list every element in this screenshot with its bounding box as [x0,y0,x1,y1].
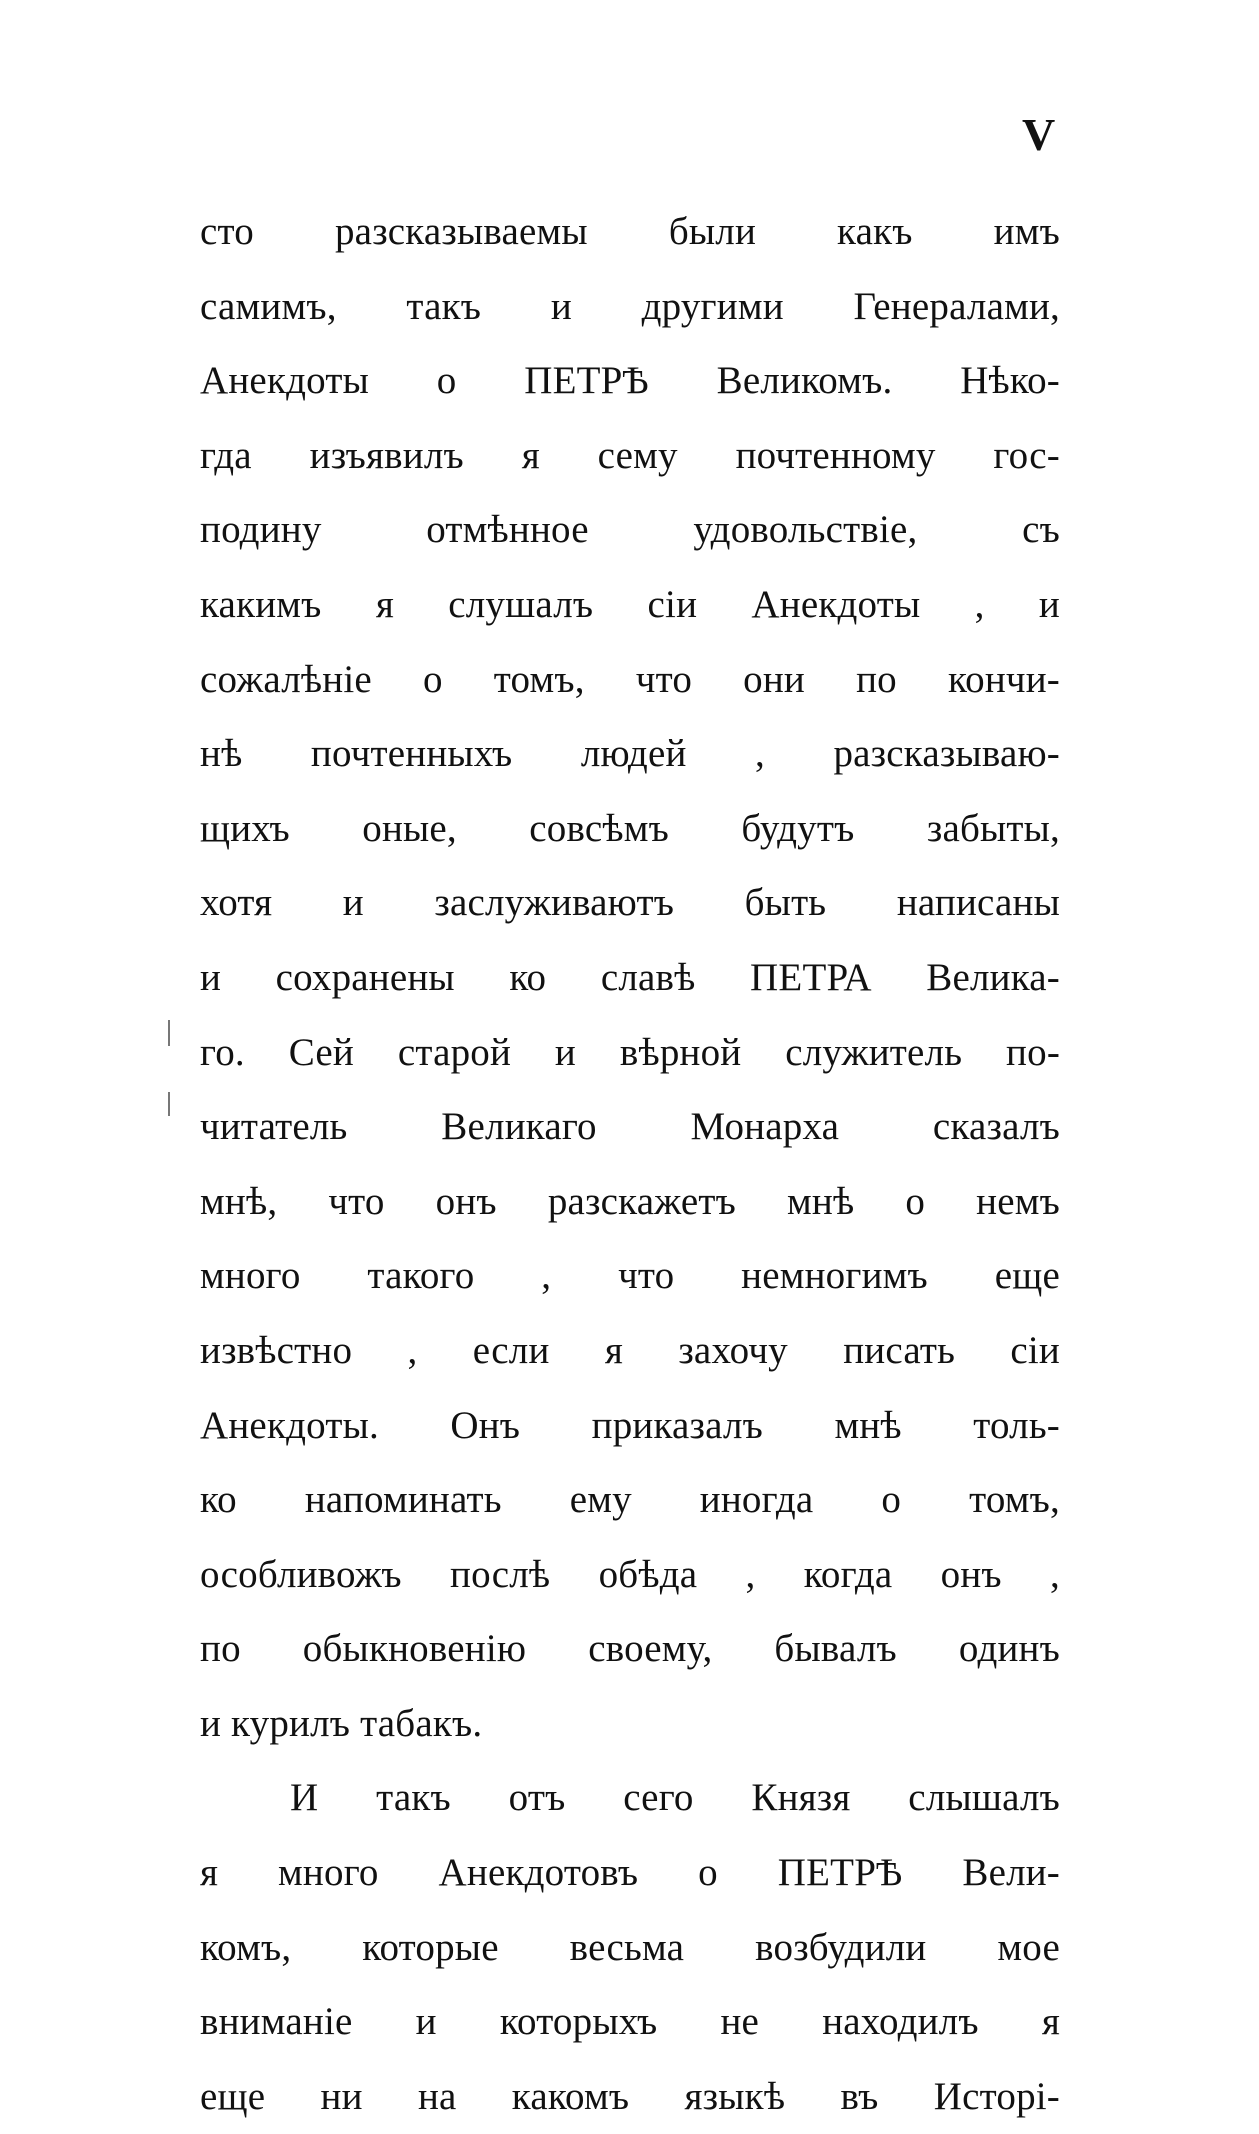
text-line: щихъ оные, совсѣмъ будутъ забыты, [200,806,1060,850]
text-line: и курилъ табакъ. [200,1701,483,1745]
text-line: я много Анекдотовъ о ПЕТРѢ Вели- [200,1851,1060,1895]
text-line: сожалѣніе о томъ, что они по кончи- [200,657,1060,701]
text-line: комъ, которые весьма возбудили мое [200,1925,1060,1969]
text-line: самимъ, такъ и другими Генералами, [200,284,1060,328]
margin-mark [168,1092,170,1116]
text-line: нѣ почтенныхъ людей , разсказываю- [200,732,1060,776]
text-line: и сохранены ко славѣ ПЕТРА Велика- [200,955,1060,999]
text-line: какимъ я слушалъ сіи Анекдоты , и [200,582,1060,626]
text-line: читатель Великаго Монарха сказалъ [200,1105,1060,1149]
text-line: еще ни на какомъ языкѣ въ Исторі- [200,2074,1060,2118]
text-line: вниманіе и которыхъ не находилъ я [200,2000,1060,2044]
text-line: извѣстно , если я захочу писать сіи [200,1328,1060,1372]
body-text [200,195,1060,2134]
text-line: Анекдоты о ПЕТРѢ Великомъ. Нѣко- [200,359,1060,403]
paragraph-2 [200,1761,1060,2134]
text-line: Анекдоты. Онъ приказалъ мнѣ толь- [200,1403,1060,1447]
text-line: по обыкновенію своему, бывалъ одинъ [200,1627,1060,1671]
text-line: мнѣ, что онъ разскажетъ мнѣ о немъ [200,1179,1060,1223]
margin-mark [168,1020,170,1046]
text-line: И такъ отъ сего Князя слышалъ [290,1776,1060,1820]
text-line: особливожъ послѣ обѣда , когда онъ , [200,1552,1060,1596]
paragraph-1 [200,195,1060,1761]
text-line: много такого , что немногимъ еще [200,1254,1060,1298]
text-line: го. Сей старой и вѣрной служитель по- [200,1030,1060,1074]
text-line: подину отмѣнное удовольствіе, съ [200,508,1060,552]
page-number: V [1022,109,1056,160]
text-line: сто разсказываемы были какъ имъ [200,210,1060,253]
text-line: ко напоминать ему иногда о томъ, [200,1478,1060,1522]
text-line: хотя и заслуживаютъ быть написаны [200,881,1060,925]
text-line: гда изъявилъ я сему почтенному гос- [200,433,1060,477]
